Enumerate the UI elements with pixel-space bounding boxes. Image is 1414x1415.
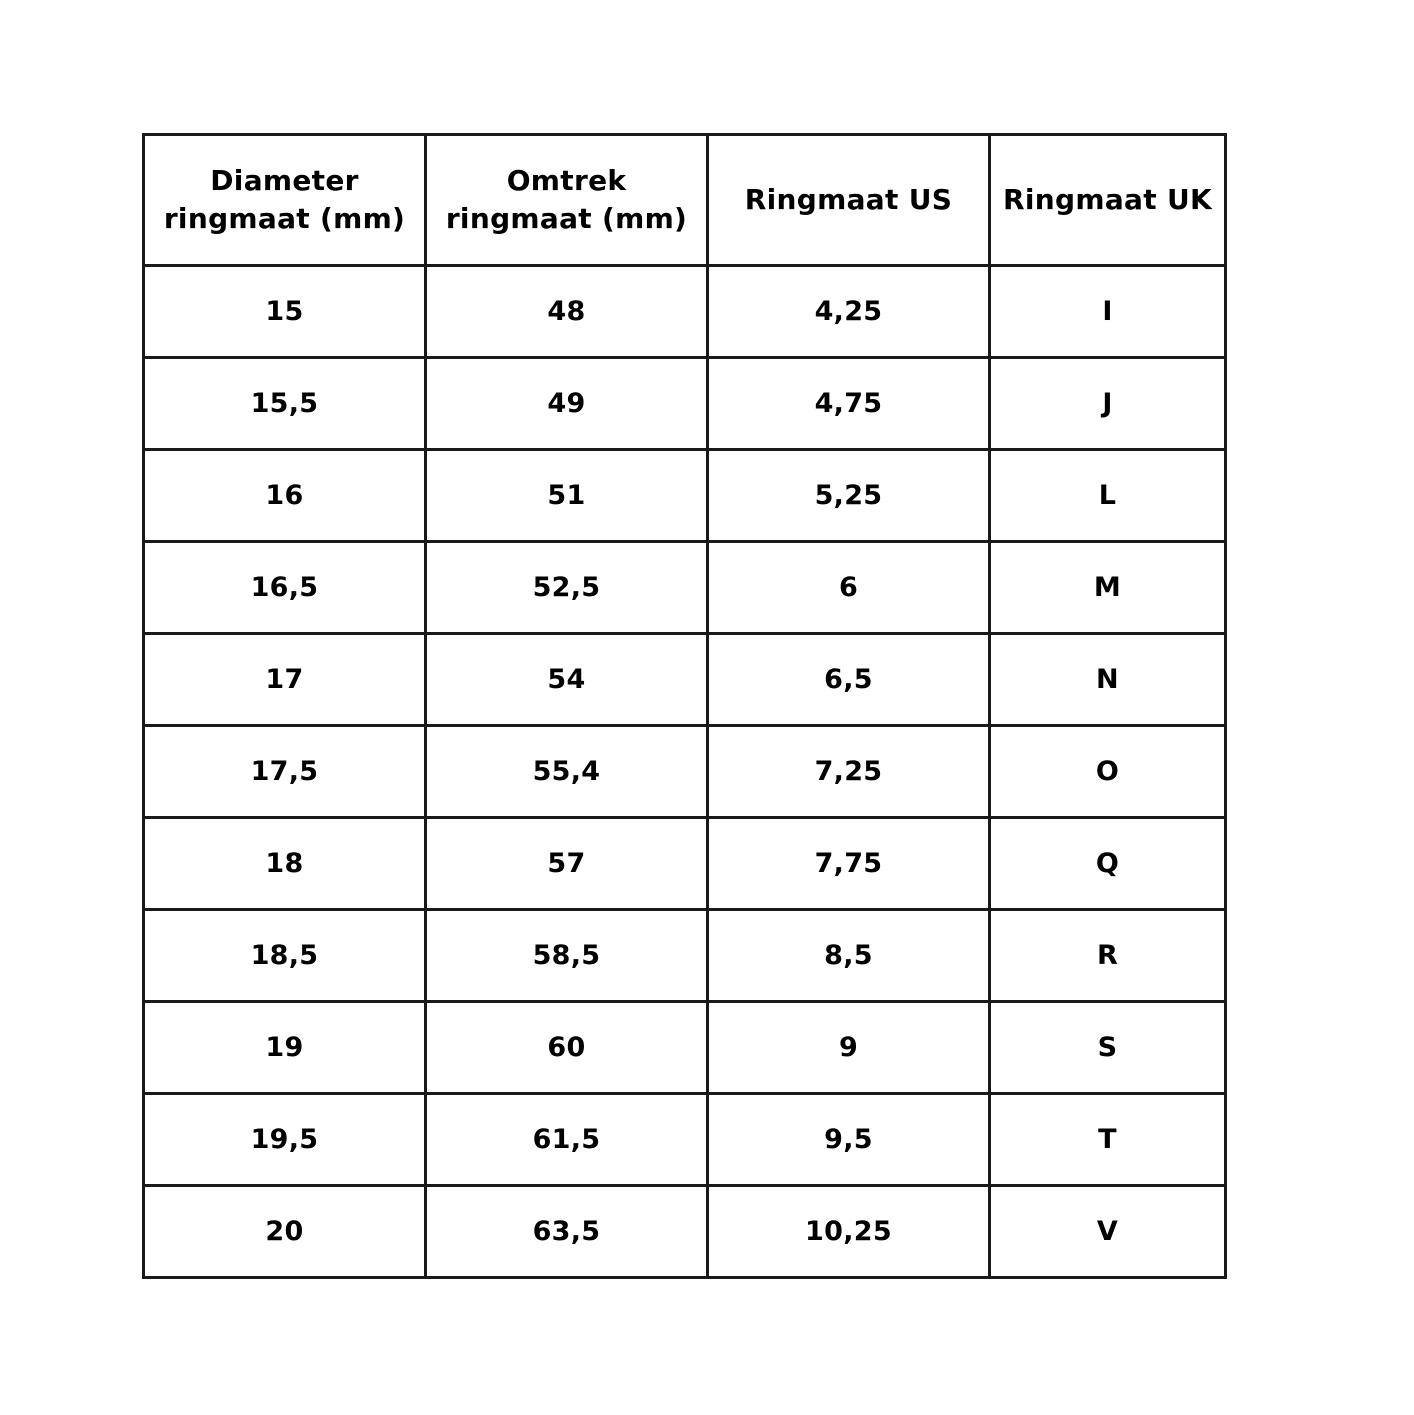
- cell-circumference: 55,4: [426, 726, 708, 818]
- cell-size-us: 6,5: [708, 634, 990, 726]
- ring-size-table: [142, 133, 1227, 1279]
- cell-size-us: 8,5: [708, 910, 990, 1002]
- header-size-uk-label: Ringmaat UK: [1003, 183, 1212, 216]
- cell-diameter: 16: [144, 450, 426, 542]
- cell-size-uk: I: [990, 266, 1226, 358]
- cell-size-us: 5,25: [708, 450, 990, 542]
- cell-circumference: 48: [426, 266, 708, 358]
- cell-diameter: 17,5: [144, 726, 426, 818]
- cell-diameter: 17: [144, 634, 426, 726]
- cell-diameter: 20: [144, 1186, 426, 1278]
- cell-size-us: 9,5: [708, 1094, 990, 1186]
- table-row: [144, 542, 1226, 634]
- table-body: [144, 266, 1226, 1278]
- header-circumference: [426, 135, 708, 266]
- table-row: [144, 818, 1226, 910]
- cell-circumference: 63,5: [426, 1186, 708, 1278]
- cell-circumference: 49: [426, 358, 708, 450]
- cell-size-uk: J: [990, 358, 1226, 450]
- table-row: [144, 1186, 1226, 1278]
- cell-size-uk: T: [990, 1094, 1226, 1186]
- table-row: [144, 634, 1226, 726]
- cell-size-us: 7,25: [708, 726, 990, 818]
- table-header: [144, 135, 1226, 266]
- header-diameter-line2: ringmaat (mm): [163, 202, 406, 235]
- cell-size-us: 4,75: [708, 358, 990, 450]
- header-size-us-label: Ringmaat US: [744, 183, 953, 216]
- header-diameter-line1: Diameter: [210, 164, 359, 197]
- cell-diameter: 15: [144, 266, 426, 358]
- cell-size-uk: M: [990, 542, 1226, 634]
- cell-circumference: 57: [426, 818, 708, 910]
- table-row: [144, 1002, 1226, 1094]
- cell-circumference: 61,5: [426, 1094, 708, 1186]
- cell-size-uk: S: [990, 1002, 1226, 1094]
- cell-diameter: 18: [144, 818, 426, 910]
- cell-size-us: 6: [708, 542, 990, 634]
- cell-circumference: 58,5: [426, 910, 708, 1002]
- cell-size-uk: N: [990, 634, 1226, 726]
- cell-diameter: 19,5: [144, 1094, 426, 1186]
- cell-size-us: 4,25: [708, 266, 990, 358]
- cell-size-uk: V: [990, 1186, 1226, 1278]
- cell-size-us: 7,75: [708, 818, 990, 910]
- cell-circumference: 51: [426, 450, 708, 542]
- table-row: [144, 1094, 1226, 1186]
- cell-size-uk: L: [990, 450, 1226, 542]
- cell-size-us: 9: [708, 1002, 990, 1094]
- table-row: [144, 358, 1226, 450]
- cell-diameter: 19: [144, 1002, 426, 1094]
- header-size-uk: [990, 135, 1226, 266]
- cell-circumference: 54: [426, 634, 708, 726]
- header-diameter: [144, 135, 426, 266]
- header-size-us: [708, 135, 990, 266]
- cell-size-uk: O: [990, 726, 1226, 818]
- cell-circumference: 60: [426, 1002, 708, 1094]
- table-row: [144, 450, 1226, 542]
- cell-diameter: 16,5: [144, 542, 426, 634]
- table-row: [144, 726, 1226, 818]
- cell-circumference: 52,5: [426, 542, 708, 634]
- table-row: [144, 266, 1226, 358]
- header-row: [144, 135, 1226, 266]
- cell-diameter: 18,5: [144, 910, 426, 1002]
- cell-size-uk: Q: [990, 818, 1226, 910]
- cell-size-us: 10,25: [708, 1186, 990, 1278]
- cell-size-uk: R: [990, 910, 1226, 1002]
- table-row: [144, 910, 1226, 1002]
- cell-diameter: 15,5: [144, 358, 426, 450]
- header-circumference-line1: Omtrek: [506, 164, 627, 197]
- header-circumference-line2: ringmaat (mm): [445, 202, 688, 235]
